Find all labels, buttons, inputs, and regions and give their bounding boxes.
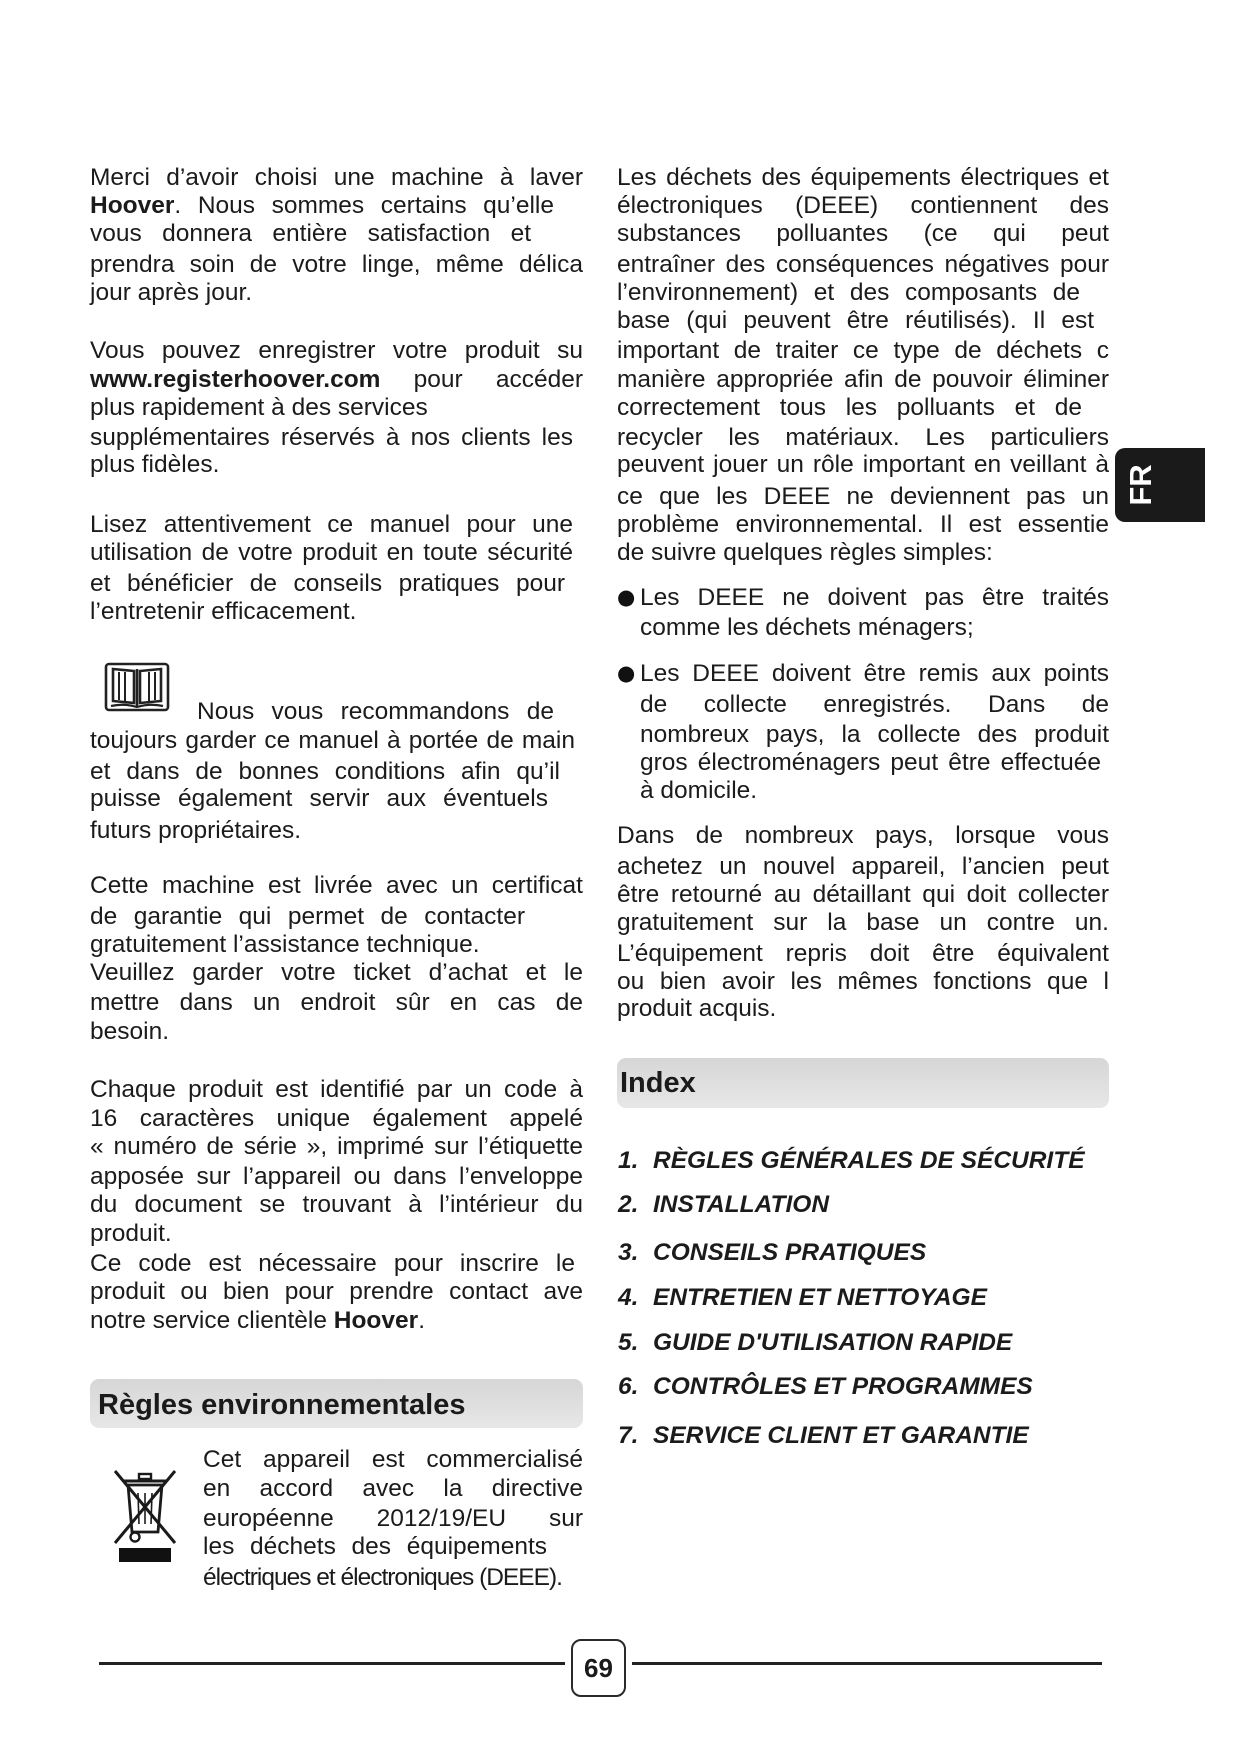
weee-line-4: entraîner des conséquences négatives pour [617,251,1109,278]
index-item-number: 1. [618,1147,639,1174]
rule-1-line-1: Les DEEE ne doivent pas être traités [640,584,1109,611]
rule-2-line-2: de collecte enregistrés. Dans de [640,691,1109,718]
weee-line-3: substances polluantes (ce qui peut [617,220,1109,247]
rule-1-line-2: comme les déchets ménagers; [640,614,974,641]
page-number: 69 [571,1639,626,1697]
language-tab-label: FR [1123,464,1158,506]
register-line-5: plus fidèles. [90,451,220,478]
open-book-icon [103,659,171,714]
warranty-line-1: Cette machine est livrée avec un certificat [90,872,583,899]
weee-line-13: problème environnemental. Il est essentie [617,511,1109,538]
weee-line-12: ce que les DEEE ne deviennent pas un [617,483,1109,510]
index-title: Index [620,1067,696,1099]
bullet-icon: ● [617,661,636,685]
keep-manual-line-4: puisse également servir aux éventuels [90,785,548,812]
weee-line-5: l’environnement) et des composants de [617,279,1080,306]
index-item-label: GUIDE D'UTILISATION RAPIDE [653,1329,1013,1356]
intro-line-3: vous donnera entière satisfaction et [90,220,531,247]
warranty-line-5: mettre dans un endroit sûr en cas de [90,989,583,1016]
warranty-line-6: besoin. [90,1018,170,1045]
directive-line-1: Cet appareil est commercialisé [203,1446,583,1473]
directive-line-4: les déchets des équipements [203,1533,547,1560]
bullet-icon: ● [617,585,636,609]
return-line-1: Dans de nombreux pays, lorsque vous [617,822,1109,849]
weee-line-11: peuvent jouer un rôle important en veillant à [617,451,1109,478]
index-item-number: 7. [618,1422,639,1449]
rule-2-line-4: gros électroménagers peut être effectuée [640,749,1101,776]
weee-line-1: Les déchets des équipements électriques et [617,164,1109,191]
serial-line-3: « numéro de série », imprimé sur l’étiquette [90,1133,583,1160]
index-item-number: 3. [618,1239,639,1266]
intro-line-4: prendra soin de votre linge, même délica [90,251,583,278]
keep-manual-line-1: Nous vous recommandons de [197,698,554,725]
index-item-number: 6. [618,1373,639,1400]
footer-rule-right [632,1662,1102,1665]
register-line-2 [90,365,583,394]
rule-2-line-3: nombreux pays, la collecte des produit [640,721,1109,748]
manual-safety-line-1: Lisez attentivement ce manuel pour une [90,511,573,538]
return-line-3: être retourné au détaillant qui doit collecter [617,881,1109,908]
index-item-number: 2. [618,1191,639,1218]
directive-line-5: électriques et électroniques (DEEE). [203,1564,562,1591]
weee-line-2: électroniques (DEEE) contiennent des [617,192,1109,219]
serial-line-5: du document se trouvant à l’intérieur du [90,1191,583,1218]
return-line-6: ou bien avoir les mêmes fonctions que l [617,968,1109,995]
return-line-4: gratuitement sur la base un contre un. [617,909,1109,936]
register-line-4: supplémentaires réservés à nos clients les [90,424,573,451]
serial-line-9-text: notre service clientèle [90,1307,327,1334]
warranty-line-3: gratuitement l’assistance technique. [90,931,480,958]
section-heading-environment: Règles environnementales [98,1389,466,1421]
serial-line-7: Ce code est nécessaire pour inscrire le [90,1250,575,1277]
index-item-label: RÈGLES GÉNÉRALES DE SÉCURITÉ [653,1147,1085,1174]
index-item-number: 4. [618,1284,639,1311]
footer-rule-left [99,1662,565,1665]
index-item-label: ENTRETIEN ET NETTOYAGE [653,1284,987,1311]
intro-line-2 [90,191,554,220]
register-line-3: plus rapidement à des services [90,394,428,421]
serial-line-2: 16 caractères unique également appelé [90,1105,583,1132]
weee-line-10: recycler les matériaux. Les particuliers [617,424,1109,451]
index-item-label: INSTALLATION [653,1191,830,1218]
brand-name: Hoover [333,1307,419,1334]
language-tab [1115,448,1205,522]
return-line-5: L’équipement repris doit être équivalent [617,940,1109,967]
serial-line-1: Chaque produit est identifié par un code à [90,1076,583,1103]
weee-line-7: important de traiter ce type de déchets c [617,337,1109,364]
serial-line-4: apposée sur l’appareil ou dans l’enveloppe [90,1163,583,1190]
manual-safety-line-4: l’entretenir efficacement. [90,598,357,625]
serial-line-9 [90,1306,425,1335]
weee-line-9: correctement tous les polluants et de [617,394,1082,421]
keep-manual-line-5: futurs propriétaires. [90,817,302,844]
return-line-7: produit acquis. [617,995,777,1022]
register-line-2-text: pour accéder [413,366,583,393]
warranty-line-4: Veuillez garder votre ticket d’achat et le [90,959,583,986]
manual-safety-line-2: utilisation de votre produit en toute sécurité [90,539,573,566]
rule-2-line-1: Les DEEE doivent être remis aux points [640,660,1109,687]
warranty-line-2: de garantie qui permet de contacter [90,903,525,930]
intro-line-5: jour après jour. [90,279,253,306]
weee-crossed-bin-icon [110,1466,180,1563]
register-url: www.registerhoover.com [90,366,381,393]
serial-line-9-end: . [418,1307,425,1334]
serial-line-6: produit. [90,1220,172,1247]
directive-line-3: européenne 2012/19/EU sur [203,1505,583,1532]
manual-safety-line-3: et bénéficier de conseils pratiques pour [90,570,565,597]
index-item-label: SERVICE CLIENT ET GARANTIE [653,1422,1029,1449]
return-line-2: achetez un nouvel appareil, l’ancien peut [617,853,1109,880]
index-item-label: CONSEILS PRATIQUES [653,1239,927,1266]
brand-name: Hoover [90,192,175,219]
weee-line-6: base (qui peuvent être réutilisés). Il est [617,307,1094,334]
keep-manual-line-3: et dans de bonnes conditions afin qu’il [90,758,560,785]
intro-line-1: Merci d’avoir choisi une machine à laver [90,164,583,191]
intro-line-2-text: . Nous sommes certains qu’elle [174,192,554,219]
weee-line-14: de suivre quelques règles simples: [617,539,993,566]
register-line-1: Vous pouvez enregistrer votre produit su [90,337,583,364]
keep-manual-line-2: toujours garder ce manuel à portée de main [90,727,575,754]
rule-2-line-5: à domicile. [640,777,758,804]
weee-line-8: manière appropriée afin de pouvoir éliminer [617,366,1109,393]
index-item-label: CONTRÔLES ET PROGRAMMES [653,1373,1033,1400]
directive-line-2: en accord avec la directive [203,1475,583,1502]
index-item-number: 5. [618,1329,639,1356]
serial-line-8: produit ou bien pour prendre contact ave [90,1278,583,1305]
